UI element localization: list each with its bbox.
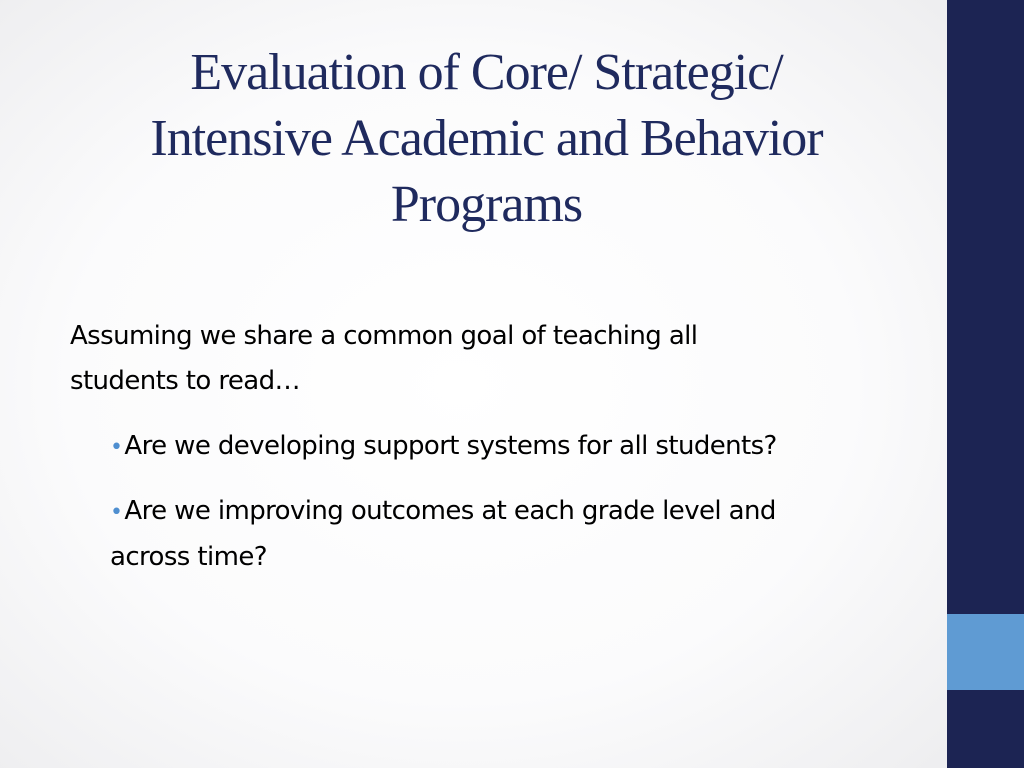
bullet-text: Are we developing support systems for all students? — [124, 431, 777, 461]
sidebar-accent-block — [947, 614, 1024, 690]
intro-line-1: Assuming we share a common goal of teaching all — [70, 321, 698, 351]
bullet-dot-icon: • — [110, 500, 123, 525]
bullet-line — [110, 489, 930, 535]
intro-line-2: students to read… — [70, 366, 300, 396]
bullet-line — [110, 424, 930, 470]
bullet-dot-icon: • — [110, 435, 123, 460]
title-line-1: Evaluation of Core/ Strategic/ — [190, 44, 783, 101]
title-line-2: Intensive Academic and Behavior — [150, 110, 823, 167]
bullet-item — [110, 424, 930, 470]
bullet-item — [110, 489, 930, 580]
bullet-line-continuation: across time? — [110, 542, 267, 572]
slide-body — [70, 314, 930, 580]
decorative-sidebar — [947, 0, 1024, 768]
bullet-list — [70, 424, 930, 580]
title-line-3: Programs — [390, 176, 583, 233]
slide-title — [40, 40, 933, 238]
bullet-text: Are we improving outcomes at each grade level and — [124, 496, 776, 526]
intro-text — [70, 314, 930, 404]
